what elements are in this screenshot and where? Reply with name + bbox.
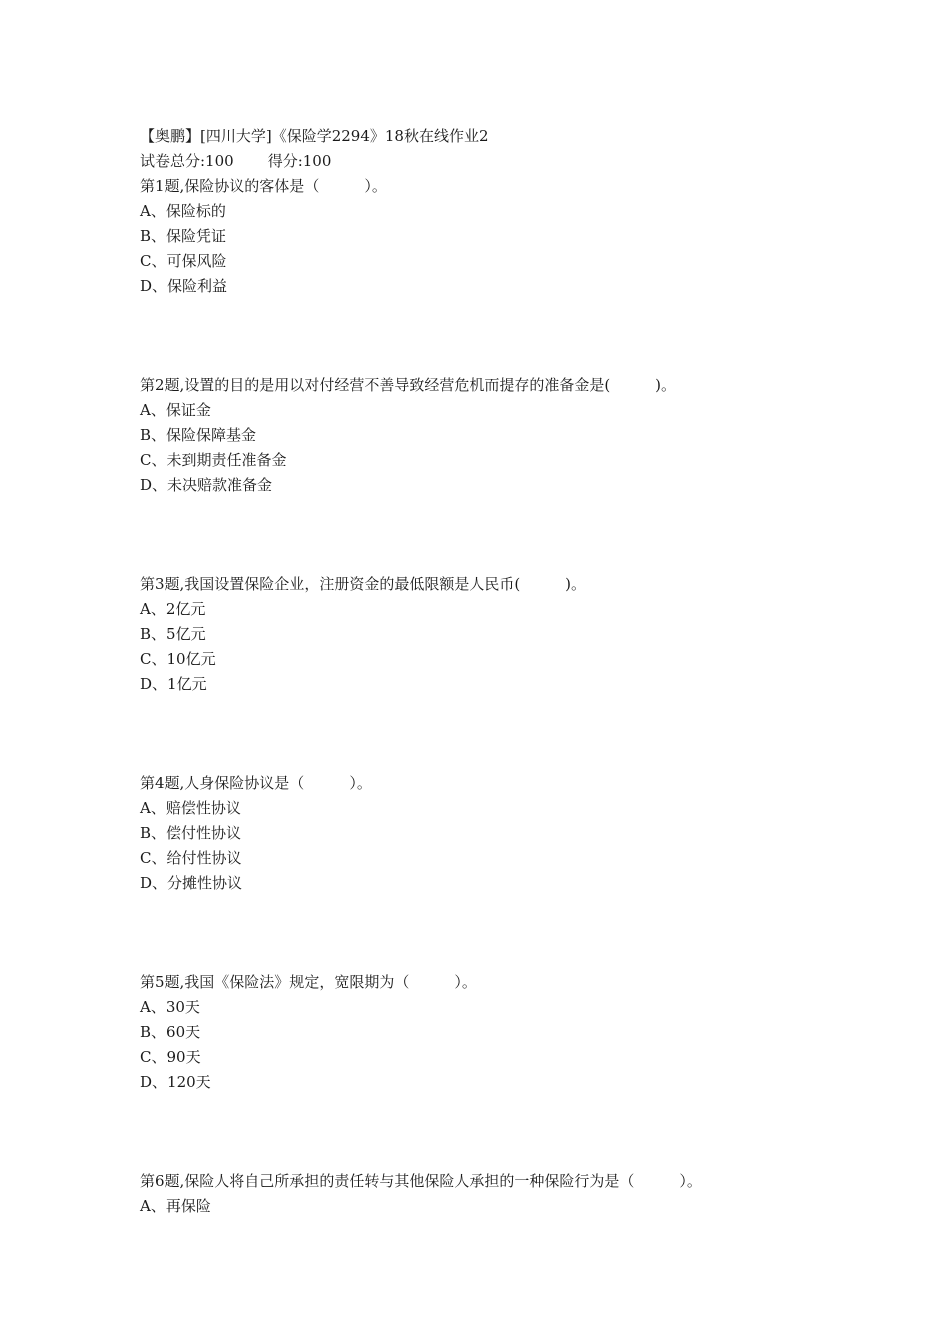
option-a: A、再保险 <box>140 1197 211 1215</box>
question-stem: 第6题,保险人将自己所承担的责任转与其他保险人承担的一种保险行为是（ ）。 <box>140 1172 702 1190</box>
question-4 <box>140 771 860 970</box>
question-stem: 第2题,设置的目的是用以对付经营不善导致经营危机而提存的准备金是( )。 <box>140 376 677 394</box>
option-d: D、保险利益 <box>140 277 228 295</box>
total-score: 试卷总分:100 <box>140 152 234 170</box>
option-b: B、偿付性协议 <box>140 824 242 842</box>
option-c: C、给付性协议 <box>140 849 242 867</box>
option-c: C、可保风险 <box>140 252 227 270</box>
option-c: C、未到期责任准备金 <box>140 451 287 469</box>
question-stem: 第4题,人身保险协议是（ ）。 <box>140 774 372 792</box>
question-3 <box>140 572 860 771</box>
option-b: B、60天 <box>140 1023 201 1041</box>
option-d: D、分摊性协议 <box>140 874 243 892</box>
question-5 <box>140 970 860 1169</box>
option-b: B、5亿元 <box>140 625 206 643</box>
option-a: A、保险标的 <box>140 202 226 220</box>
option-d: D、120天 <box>140 1073 211 1091</box>
question-6 <box>140 1169 860 1219</box>
question-1 <box>140 174 860 373</box>
document-page <box>140 124 860 1219</box>
question-stem: 第5题,我国《保险法》规定，宽限期为（ ）。 <box>140 973 477 991</box>
option-a: A、30天 <box>140 998 200 1016</box>
option-c: C、90天 <box>140 1048 201 1066</box>
option-c: C、10亿元 <box>140 650 216 668</box>
option-d: D、1亿元 <box>140 675 207 693</box>
option-a: A、赔偿性协议 <box>140 799 241 817</box>
question-stem: 第1题,保险协议的客体是（ ）。 <box>140 177 387 195</box>
option-b: B、保险保障基金 <box>140 426 257 444</box>
option-d: D、未决赔款准备金 <box>140 476 273 494</box>
option-b: B、保险凭证 <box>140 227 227 245</box>
document-title: 【奥鹏】[四川大学]《保险学2294》18秋在线作业2 <box>140 127 489 145</box>
question-2 <box>140 373 860 572</box>
option-a: A、2亿元 <box>140 600 206 618</box>
score-summary <box>140 149 860 174</box>
obtained-score: 得分:100 <box>267 152 332 170</box>
question-stem: 第3题,我国设置保险企业，注册资金的最低限额是人民币( )。 <box>140 575 587 593</box>
option-a: A、保证金 <box>140 401 211 419</box>
